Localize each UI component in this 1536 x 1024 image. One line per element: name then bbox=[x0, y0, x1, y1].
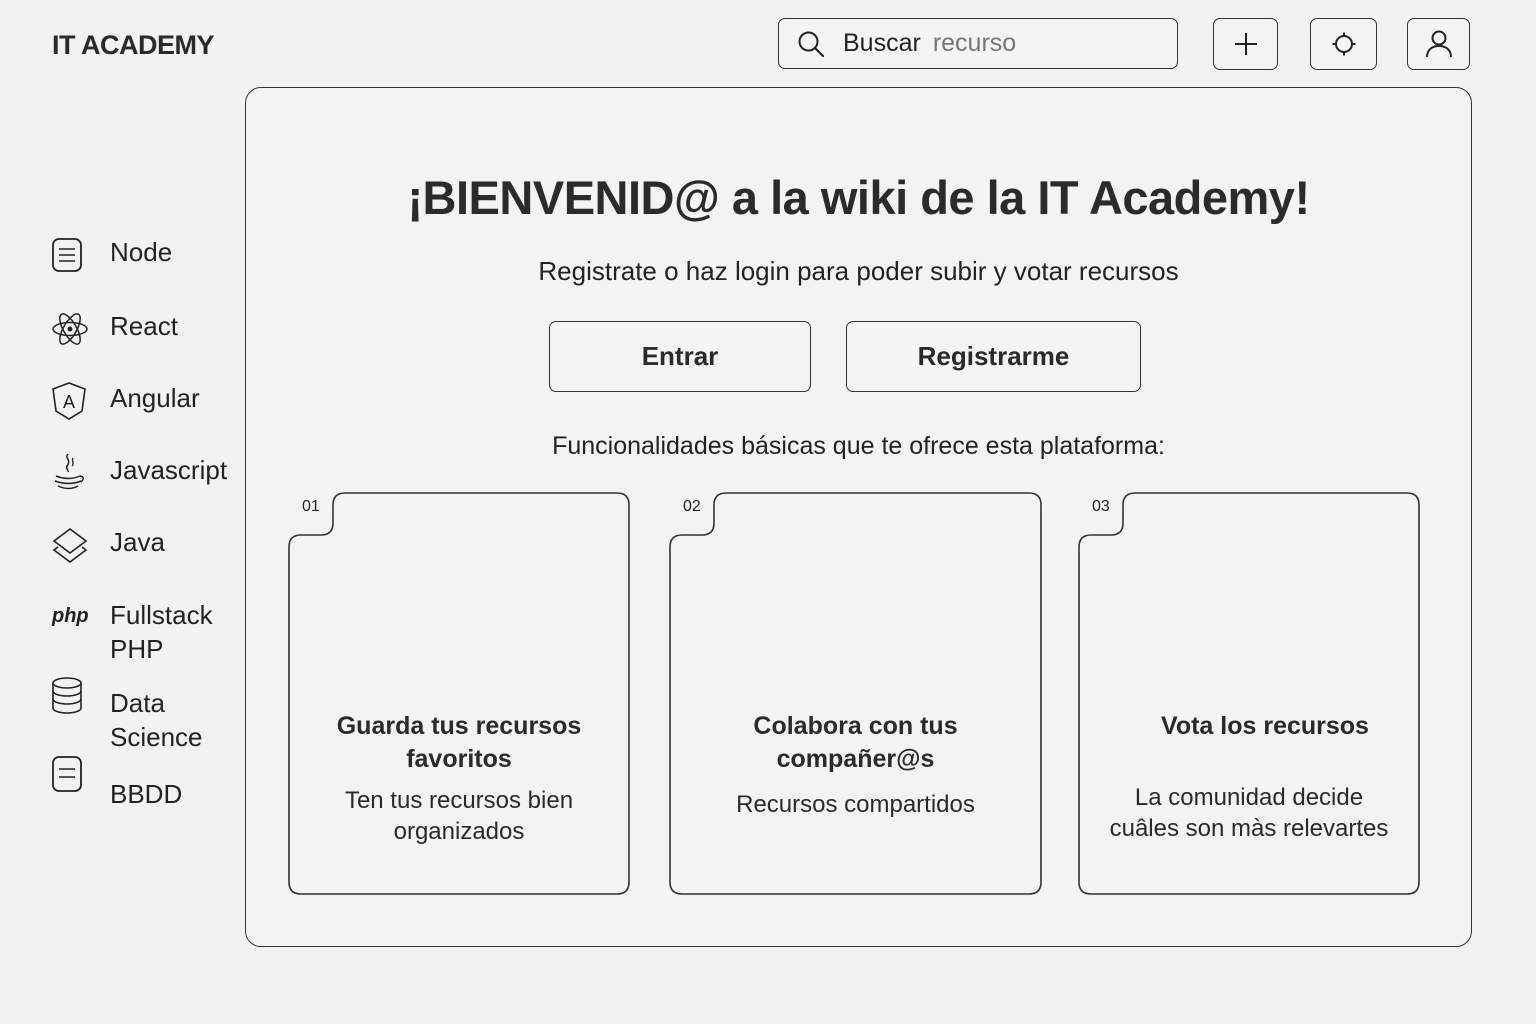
feature-title: Vota los recursos bbox=[1161, 712, 1369, 740]
settings-button[interactable] bbox=[1310, 18, 1377, 70]
sidebar-item-label: Javascript bbox=[110, 455, 228, 485]
app-logo[interactable]: IT ACADEMY bbox=[52, 30, 214, 60]
php-logo-icon bbox=[50, 600, 94, 630]
sidebar-item-data-science[interactable] bbox=[48, 676, 238, 754]
file-lines-icon bbox=[50, 755, 84, 795]
feature-card bbox=[669, 492, 1042, 895]
sidebar-item-java[interactable] bbox=[48, 525, 238, 565]
coffee-cup-icon bbox=[50, 452, 88, 494]
feature-card bbox=[1078, 492, 1420, 895]
search-input[interactable] bbox=[933, 29, 1153, 58]
sidebar-item-fullstack-php[interactable] bbox=[48, 598, 238, 666]
svg-text:A: A bbox=[62, 392, 76, 412]
sidebar-item-label: Data Science bbox=[110, 688, 203, 752]
feature-card-frame bbox=[669, 492, 1042, 895]
login-button[interactable]: Entrar bbox=[549, 321, 811, 392]
sidebar-item-bbdd[interactable] bbox=[48, 755, 238, 811]
sidebar-item-label: Angular bbox=[110, 383, 200, 413]
feature-description: Ten tus recursos bien organizados bbox=[344, 787, 574, 845]
angular-shield-icon bbox=[50, 381, 88, 421]
layers-icon bbox=[50, 525, 90, 565]
feature-number: 01 bbox=[302, 498, 320, 515]
search-bar[interactable] bbox=[778, 18, 1178, 69]
add-resource-button[interactable] bbox=[1213, 18, 1278, 70]
sidebar-item-node[interactable] bbox=[48, 235, 238, 275]
welcome-panel bbox=[245, 87, 1472, 947]
search-icon bbox=[797, 30, 825, 58]
svg-text:php: php bbox=[52, 605, 89, 627]
features-heading: Funcionalidades básicas que te ofrece esta plataforma: bbox=[552, 432, 1165, 460]
welcome-heading: ¡BIENVENID@ a la wiki de la IT Academy! bbox=[407, 171, 1310, 224]
database-icon bbox=[50, 676, 84, 716]
sidebar-item-javascript[interactable] bbox=[48, 453, 238, 493]
feature-number: 03 bbox=[1092, 498, 1110, 515]
sidebar-item-angular[interactable] bbox=[48, 381, 238, 421]
plus-icon bbox=[1233, 31, 1259, 57]
welcome-subtitle: Registrate o haz login para poder subir y votar recursos bbox=[538, 256, 1179, 286]
sidebar-item-label: React bbox=[110, 311, 178, 341]
feature-card bbox=[288, 492, 630, 895]
react-atom-icon bbox=[50, 309, 90, 349]
feature-description: Recursos compartidos bbox=[736, 791, 975, 818]
gear-icon bbox=[1331, 31, 1357, 57]
user-profile-button[interactable] bbox=[1407, 18, 1470, 70]
sidebar-item-label: Fullstack PHP bbox=[110, 600, 213, 664]
feature-description: La comunidad decide cuâles son màs relevartes bbox=[1109, 784, 1389, 842]
feature-number: 02 bbox=[683, 498, 701, 515]
sidebar-item-label: Java bbox=[110, 527, 165, 557]
feature-title: Colabora con tus compañer@s bbox=[753, 712, 958, 773]
sidebar-item-react[interactable] bbox=[48, 309, 238, 349]
register-button[interactable]: Registrarme bbox=[846, 321, 1141, 392]
sidebar-item-label: BBDD bbox=[110, 779, 183, 809]
sidebar-item-label: Node bbox=[110, 237, 173, 267]
file-lines-icon bbox=[50, 237, 84, 273]
feature-title: Guarda tus recursos favoritos bbox=[336, 712, 582, 773]
search-label: Buscar bbox=[843, 29, 921, 57]
user-icon bbox=[1425, 29, 1453, 59]
